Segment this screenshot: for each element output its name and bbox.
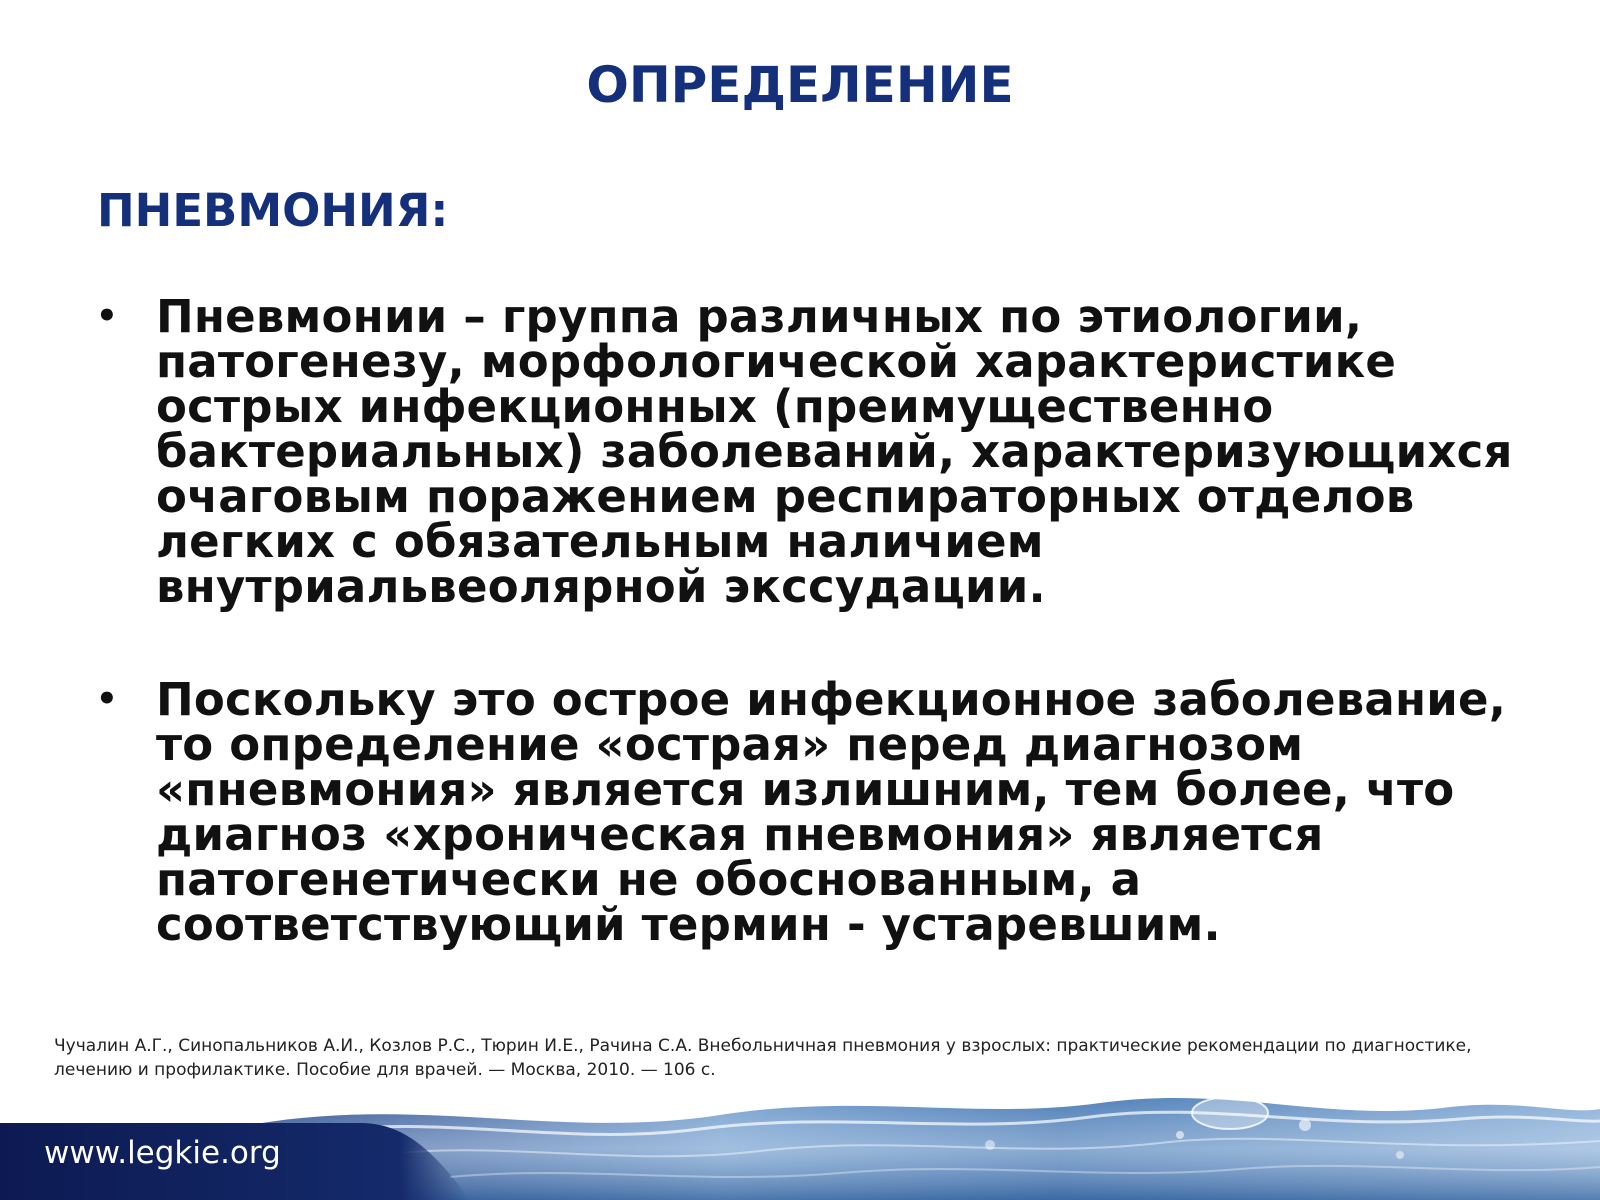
bullet-text: Поскольку это острое инфекционное заболевание, то определение «острая» перед диагнозом «пневмония» является излишним, тем более, что диагноз «хроническая пневмония» является патогенетически не обоснованным, а соответствующий термин - устаревшим. (156, 673, 1507, 951)
bullet-item-definition (94, 290, 1564, 613)
bullet-text: Пневмонии – группа различных по этиологии, патогенезу, морфологической характеристике острых инфекционных (преимущественно бактериальных) заболеваний, характеризующихся очаговым поражением респираторных отделов легких с обязательным наличием внутриальвеолярной экссудации. (156, 290, 1513, 613)
citation-text: Чучалин А.Г., Синопальников А.И., Козлов Р.С., Тюрин И.Е., Рачина С.А. Внебольничная пневмония у взрослых: практические рекомендации по диагностике, лечению и профилактике. Пособие для врачей. — Москва, 2010. — 106 с. (54, 1036, 1472, 1080)
bullet-item-explanation (94, 673, 1564, 951)
bullet-marker: • (96, 296, 118, 336)
slide-subtitle: ПНЕВМОНИЯ: (97, 184, 449, 237)
bullet-marker: • (96, 679, 118, 719)
website-link[interactable]: www.legkie.org (44, 1135, 281, 1171)
slide-title: ОПРЕДЕЛЕНИЕ (586, 56, 1014, 114)
bullet-list (94, 290, 1564, 951)
